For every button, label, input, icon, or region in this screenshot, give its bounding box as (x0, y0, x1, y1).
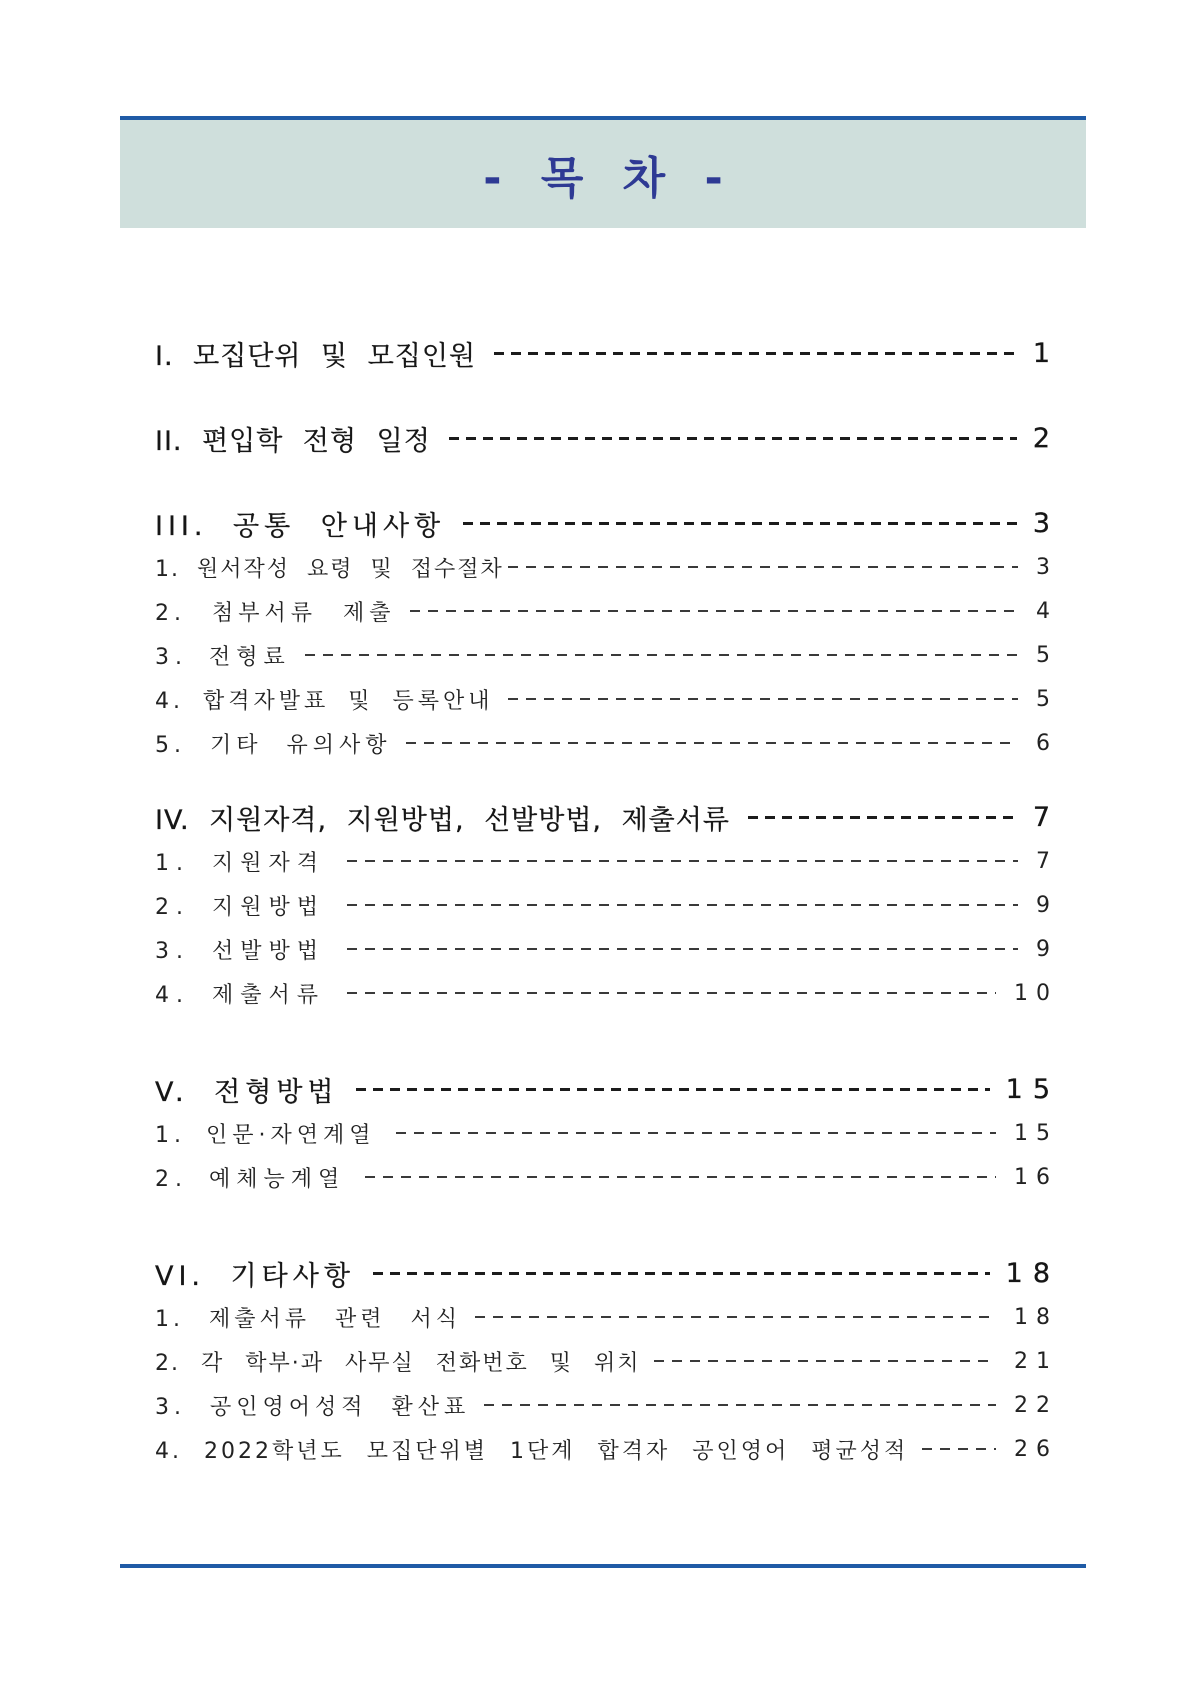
dot-leader (396, 1132, 997, 1134)
toc-page-number: 7 (1036, 848, 1058, 874)
toc-item (155, 975, 1058, 1011)
toc-page-number: 15 (1014, 1120, 1058, 1146)
toc-item-label: 1. 인문·자연계열 (155, 1122, 376, 1148)
toc-item-label: 1. 원서작성 요령 및 접수절차 (155, 556, 504, 582)
toc-item (155, 1115, 1058, 1151)
toc-page-number: 7 (1032, 801, 1060, 833)
toc-section (155, 333, 1060, 373)
toc-item-label: 1. 제출서류 관련 서식 (155, 1306, 461, 1332)
dot-leader (347, 904, 1018, 906)
toc-page-number: 22 (1014, 1392, 1058, 1418)
toc-page-number: 18 (1005, 1257, 1060, 1289)
toc-item-label: 4. 합격자발표 및 등록안내 (155, 688, 494, 714)
toc-section-label: I. 모집단위 및 모집인원 (155, 340, 477, 372)
toc-item-label: 3. 전형료 (155, 644, 291, 670)
dot-leader (475, 1316, 996, 1318)
toc-item-label: 2. 지원방법 (155, 894, 325, 920)
toc-item-label: 3. 공인영어성적 환산표 (155, 1394, 471, 1420)
toc-section (155, 1253, 1060, 1293)
toc-page-number: 18 (1014, 1304, 1058, 1330)
toc-item (155, 1387, 1058, 1423)
toc-page-number: 16 (1014, 1164, 1058, 1190)
toc-item-label: 4. 제출서류 (155, 982, 325, 1008)
page-title: - 목 차 - (483, 153, 735, 204)
toc-page-number: 9 (1036, 936, 1058, 962)
toc-section-label: IV. 지원자격, 지원방법, 선발방법, 제출서류 (155, 804, 730, 836)
toc-item (155, 843, 1058, 879)
toc-item-label: 2. 예체능계열 (155, 1166, 346, 1192)
toc-page-number: 9 (1036, 892, 1058, 918)
toc-page-number: 4 (1036, 598, 1058, 624)
toc-section (155, 418, 1060, 458)
toc-page-number: 3 (1032, 507, 1060, 539)
toc-section-label: V. 전형방법 (155, 1076, 339, 1108)
dot-leader (365, 1176, 996, 1178)
toc-section (155, 797, 1060, 837)
toc-item (155, 593, 1058, 629)
dot-leader (484, 1404, 996, 1406)
toc-page-number: 21 (1014, 1348, 1058, 1374)
toc-section (155, 503, 1060, 543)
toc-item-label: 2. 각 학부·과 사무실 전화번호 및 위치 (155, 1350, 641, 1376)
toc-section-label: VI. 기타사항 (155, 1260, 355, 1292)
dot-leader (373, 1272, 990, 1275)
dot-leader (508, 566, 1018, 568)
dot-leader (449, 437, 1017, 440)
toc-item (155, 1343, 1058, 1379)
dot-leader (463, 522, 1017, 525)
toc-section-label: II. 편입학 전형 일정 (155, 425, 431, 457)
toc-page-number: 2 (1032, 422, 1060, 454)
toc-page-number: 3 (1036, 554, 1058, 580)
toc-section (155, 1069, 1060, 1109)
toc-item-label: 5. 기타 유의사항 (155, 732, 392, 758)
toc-section-label: III. 공통 안내사항 (155, 510, 446, 542)
title-banner (120, 120, 1086, 228)
toc-item (155, 887, 1058, 923)
toc-item-label: 1. 지원자격 (155, 850, 325, 876)
dot-leader (347, 992, 996, 994)
toc-item (155, 549, 1058, 585)
dot-leader (654, 1360, 996, 1362)
dot-leader (508, 698, 1019, 700)
toc-page-number: 1 (1032, 337, 1060, 369)
toc-page-number: 5 (1036, 642, 1058, 668)
footer-rule (120, 1564, 1086, 1568)
dot-leader (406, 742, 1019, 744)
toc-item (155, 1299, 1058, 1335)
toc-item (155, 1431, 1058, 1467)
dot-leader (356, 1088, 989, 1091)
toc-page-number: 6 (1036, 730, 1058, 756)
dot-leader (347, 948, 1018, 950)
toc-item (155, 1159, 1058, 1195)
dot-leader (748, 816, 1017, 819)
toc-item (155, 725, 1058, 761)
toc-page-number: 26 (1014, 1436, 1058, 1462)
dot-leader (494, 352, 1017, 355)
toc-page-number: 15 (1005, 1073, 1060, 1105)
dot-leader (410, 610, 1019, 612)
toc-item (155, 637, 1058, 673)
dot-leader (922, 1448, 996, 1450)
dot-leader (347, 860, 1018, 862)
toc-page-number: 5 (1036, 686, 1058, 712)
dot-leader (305, 654, 1018, 656)
toc-item (155, 931, 1058, 967)
toc-item-label: 2. 첨부서류 제출 (155, 600, 396, 626)
toc-page-number: 10 (1014, 980, 1058, 1006)
toc-item (155, 681, 1058, 717)
toc-item-label: 4. 2022학년도 모집단위별 1단계 합격자 공인영어 평균성적 (155, 1438, 909, 1464)
toc-item-label: 3. 선발방법 (155, 938, 325, 964)
